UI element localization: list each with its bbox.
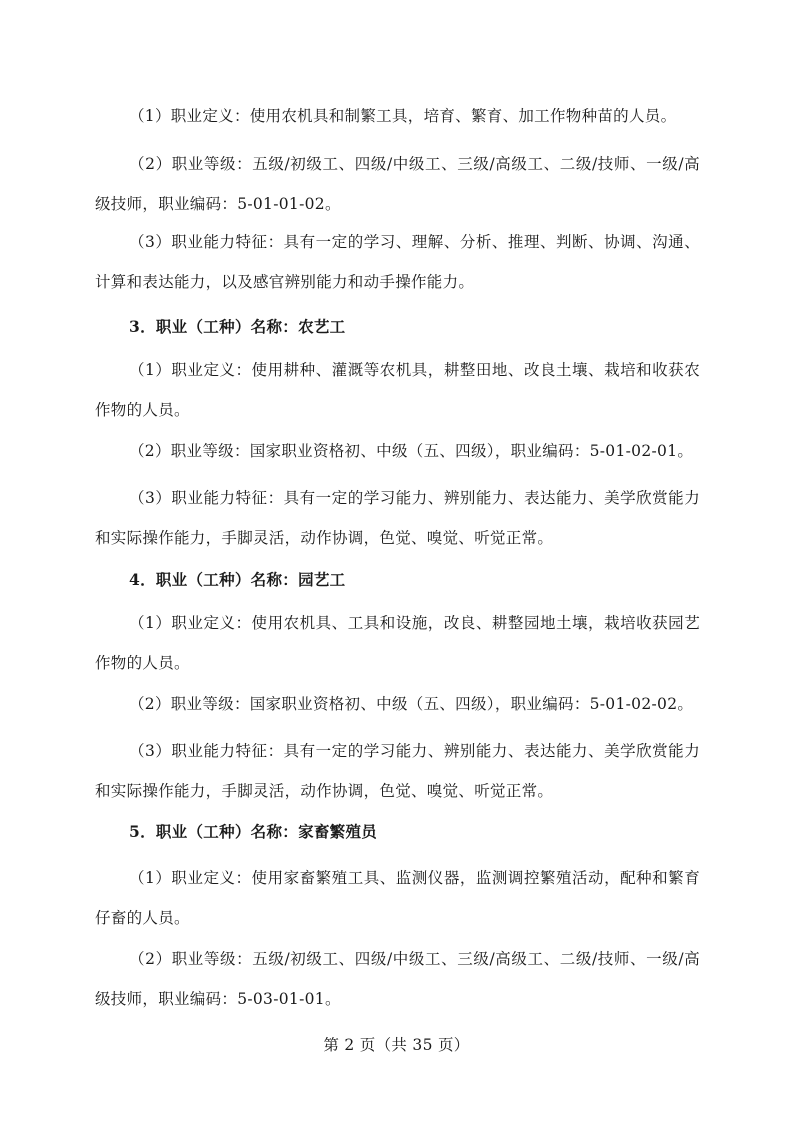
page-number-footer: 第 2 页（共 35 页） (323, 1036, 470, 1054)
paragraph-level-1: （2）职业等级：五级/初级工、四级/中级工、三级/高级工、二级/技师、一级/高级技师，职业编码：5-01-01-02。 (95, 155, 700, 213)
paragraph-definition-5: （1）职业定义：使用家畜繁殖工具、监测仪器，监测调控繁殖活动，配种和繁育仔畜的人员。 (95, 869, 700, 927)
section-heading-4: 4．职业（工种）名称：园艺工 (129, 570, 346, 589)
paragraph-level-4: （2）职业等级：国家职业资格初、中级（五、四级），职业编码：5-01-02-02。 (129, 695, 694, 713)
paragraph-ability-1: （3）职业能力特征：具有一定的学习、理解、分析、推理、判断、协调、沟通、计算和表达能力，以及感官辨别能力和动手操作能力。 (95, 233, 700, 291)
paragraph-definition-1: （1）职业定义：使用农机具和制繁工具，培育、繁育、加工作物种苗的人员。 (129, 107, 677, 125)
paragraph-level-5: （2）职业等级：五级/初级工、四级/中级工、三级/高级工、二级/技师、一级/高级技师，职业编码：5-03-01-01。 (95, 950, 700, 1008)
paragraph-definition-4: （1）职业定义：使用农机具、工具和设施，改良、耕整园地土壤，栽培收获园艺作物的人员。 (95, 614, 700, 672)
section-heading-5: 5．职业（工种）名称：家畜繁殖员 (129, 822, 378, 841)
section-heading-3: 3．职业（工种）名称：农艺工 (129, 317, 346, 336)
paragraph-definition-3: （1）职业定义：使用耕种、灌溉等农机具，耕整田地、改良土壤、栽培和收获农作物的人员。 (95, 361, 700, 419)
paragraph-level-3: （2）职业等级：国家职业资格初、中级（五、四级），职业编码：5-01-02-01。 (129, 442, 694, 460)
paragraph-ability-3: （3）职业能力特征：具有一定的学习能力、辨别能力、表达能力、美学欣赏能力和实际操作能力，手脚灵活，动作协调，色觉、嗅觉、听觉正常。 (95, 489, 700, 547)
paragraph-ability-4: （3）职业能力特征：具有一定的学习能力、辨别能力、表达能力、美学欣赏能力和实际操作能力，手脚灵活，动作协调，色觉、嗅觉、听觉正常。 (95, 742, 700, 800)
